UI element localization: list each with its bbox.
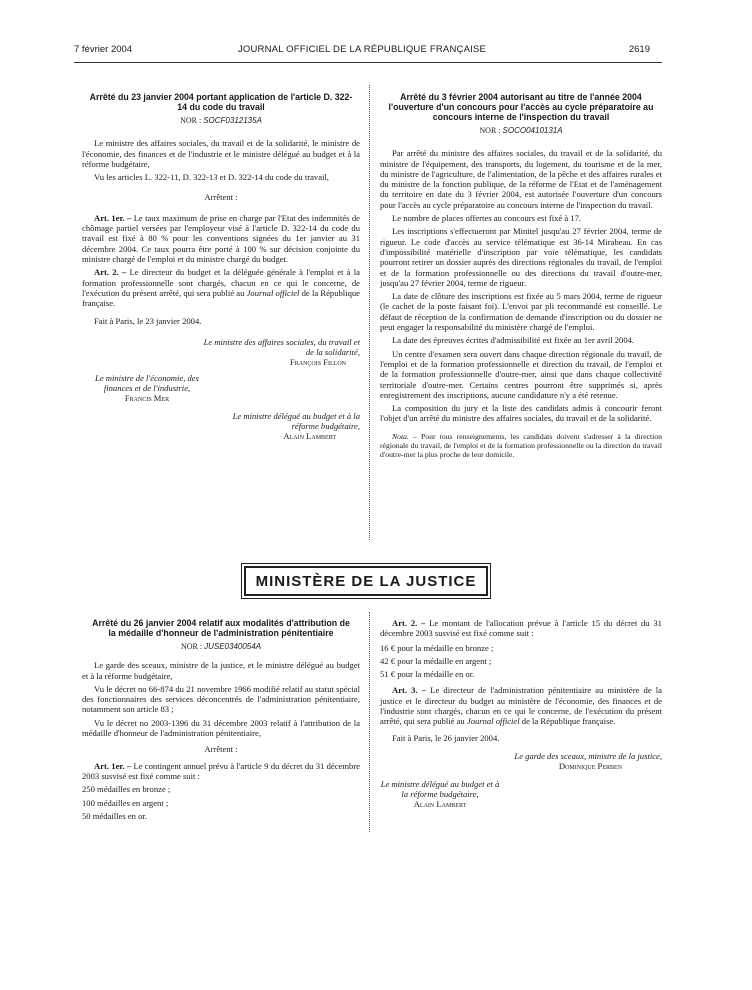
paragraph: La composition du jury et la liste des candidats admis à concourir feront l'objet d'un arrêté du ministre des affaires sociales, du travail et de la solidarité. [380,403,662,424]
decree-article-1 [82,92,360,443]
decree-title: Arrêté du 3 février 2004 autorisant au titre de l'année 2004 l'ouverture d'un concours pour l'accès au cycle préparatoire au concours interne de l'inspection du travail [388,92,654,122]
decree-title: Arrêté du 26 janvier 2004 relatif aux modalités d'attribution de la médaille d'honneur de l'administration pénitentiaire [92,618,350,638]
list-item: 42 € pour la médaille en argent ; [380,655,492,666]
paragraph: Par arrêté du ministre des affaires sociales, du travail et de la solidarité, du ministre de l'équipement, des transports, du logement, du tourisme et de la mer, du ministre de l'agriculture, de l'alimentation, de la pêche et des affaires rurales et du ministre de la fonction publique, de la réforme de l'Etat et de l'aménagement du territoire en date du 3 février 2004, est autorisée l'ouverture d'un concours pour l'accès au cycle préparatoire au concours interne de l'inspection du travail. [380,148,662,210]
signatory-2: Le ministre de l'économie, des finances et de l'industrie, Francis Mer [95,372,199,403]
article-3: Art. 3. – Le directeur de l'administration pénitentiaire au ministère de la justice et le directeur du budget au ministère de l'économie, des finances et de l'industrie sont chargés, chacun en ce qui le concerne, de l'exécution du présent arrêté, qui sera publié au Journal officiel de la République française. [380,685,662,727]
header-date: 7 février 2004 [74,44,133,55]
visa: Vu le décret no 66-874 du 21 novembre 1966 modifié relatif au statut spécial des fonctionnaires des services déconcentrés de l'administration pénitentiaire, notamment son article 83 ; [82,683,360,715]
list-item: 16 € pour la médaille en bronze ; [380,642,494,653]
paragraph: Le nombre de places offertes au concours est fixé à 17. [392,213,582,224]
arretent: Arrêtent : [204,744,238,755]
paragraph: La date des épreuves écrites d'admissibilité est fixée au 1er avril 2004. [392,335,635,346]
page-header [74,44,650,58]
list-item: 50 médailles en or. [82,810,147,821]
signatory-2: Le ministre délégué au budget et à la réforme budgétaire, Alain Lambert [380,778,500,809]
paragraph: Les inscriptions s'effectueront par Minitel jusqu'au 27 février 2004, terme de rigueur. Le code d'accès au service télématique est 36-14 Mirabeau. En cas d'impossibilité matérielle d'inscription par voie télématique, les candidats pourront retirer un dossier auprès des directions régionales du travail, de l'emploi et de la formation professionnelle ou des directions du travail d'outre-mer, jusqu'au 27 février 2004, terme de rigueur. [380,226,662,288]
nor-reference: NOR : SOCF0312135A [180,116,262,125]
list-item: 250 médailles en bronze ; [82,784,171,795]
visa: Vu le décret no 2003-1396 du 31 décembre 2003 relatif à l'attribution de la médaille d'honneur de l'administration pénitentiaire, [82,717,360,739]
header-rule [74,62,662,63]
nota: Nota. – Pour tous renseignements, les candidats doivent s'adresser à la direction régionale du travail, de l'emploi et de la formation professionnelle ou la direction du travail d'outre-mer la plus proche de leur domicile. [380,431,662,459]
article-2: Art. 2. – Le directeur du budget et la déléguée générale à l'emploi et à la formation professionnelle sont chargés, chacun en ce qui le concerne, de l'exécution du présent arrêté, qui sera publié au Journal officiel de la République française. [82,267,360,309]
signatory-1: Le garde des sceaux, ministre de la justice, Dominique Perben [514,750,662,771]
signatory-1: Le ministre des affaires sociales, du travail et de la solidarité, François Fillon [203,336,360,367]
arretent: Arrêtent : [204,192,238,203]
ministry-heading: MINISTÈRE DE LA JUSTICE [244,566,488,596]
visa: Vu les articles L. 322-11, D. 322-13 et D. 322-14 du code du travail, [94,172,329,183]
column-divider-top [369,85,370,540]
article-2: Art. 2. – Le montant de l'allocation prévue à l'article 15 du décret du 31 décembre 2003 susvisé est fixé comme suit : [380,618,662,639]
signing-date: Fait à Paris, le 23 janvier 2004. [94,316,202,327]
preamble: Le ministre des affaires sociales, du travail et de la solidarité, le ministre de l'économie, des finances et de l'industrie et le ministre délégué au budget et à la réforme budgétaire, [82,138,360,169]
decree-article-2 [380,92,662,462]
list-item: 51 € pour la médaille en or. [380,669,475,680]
decree-title: Arrêté du 23 janvier 2004 portant application de l'article D. 322-14 du code du travail [89,92,353,112]
nor-reference: NOR : JUSE0340054A [180,642,262,651]
list-item: 100 médailles en argent ; [82,797,169,808]
paragraph: Un centre d'examen sera ouvert dans chaque direction régionale du travail, de l'emploi et de la formation professionnelle et direction du travail, de l'emploi et de la formation professionnelle d'outre-mer, ainsi que dans chaque collectivité territoriale d'outre-mer. Certains centres pourront être supprimés si, après enregistrement des inscriptions, aucune candidature n'y a été retenue. [380,348,662,400]
paragraph: La date de clôture des inscriptions est fixée au 5 mars 2004, terme de rigueur (le cachet de la poste faisant foi). L'envoi par pli recommandé est conseillé. Le défaut de réception de la confirmation de demande d'inscription ou du dossier ne peut engager la responsabilité du ministère chargé de l'emploi. [380,291,662,333]
journal-title: JOURNAL OFFICIEL DE LA RÉPUBLIQUE FRANÇAISE [237,44,487,55]
page-number: 2619 [628,44,650,55]
signatory-3: Le ministre délégué au budget et à la réforme budgétaire, Alain Lambert [232,410,360,441]
signing-date: Fait à Paris, le 26 janvier 2004. [392,732,500,743]
decree-article-3 [82,618,360,824]
article-1: Art. 1er. – Le contingent annuel prévu à l'article 9 du décret du 31 décembre 2003 susvisé est fixé comme suit : [82,760,360,781]
column-divider-bottom [369,612,370,832]
preamble: Le garde des sceaux, ministre de la justice, et le ministre délégué au budget et à la réforme budgétaire, [82,660,360,681]
nor-reference: NOR : SOCO0410131A [479,126,563,135]
decree-article-3-continued [380,618,662,811]
article-1: Art. 1er. – Le taux maximum de prise en charge par l'Etat des indemnités de chômage partiel versées par l'employeur visé à l'article D. 322-14 du code du travail est fixé à 80 % pour les conventions signées du 1er janvier au 31 décembre 2004. Ce taux pourra être porté à 100 % sur décision conjointe du ministre chargé de l'emploi et du ministre chargé du budget. [82,212,360,264]
